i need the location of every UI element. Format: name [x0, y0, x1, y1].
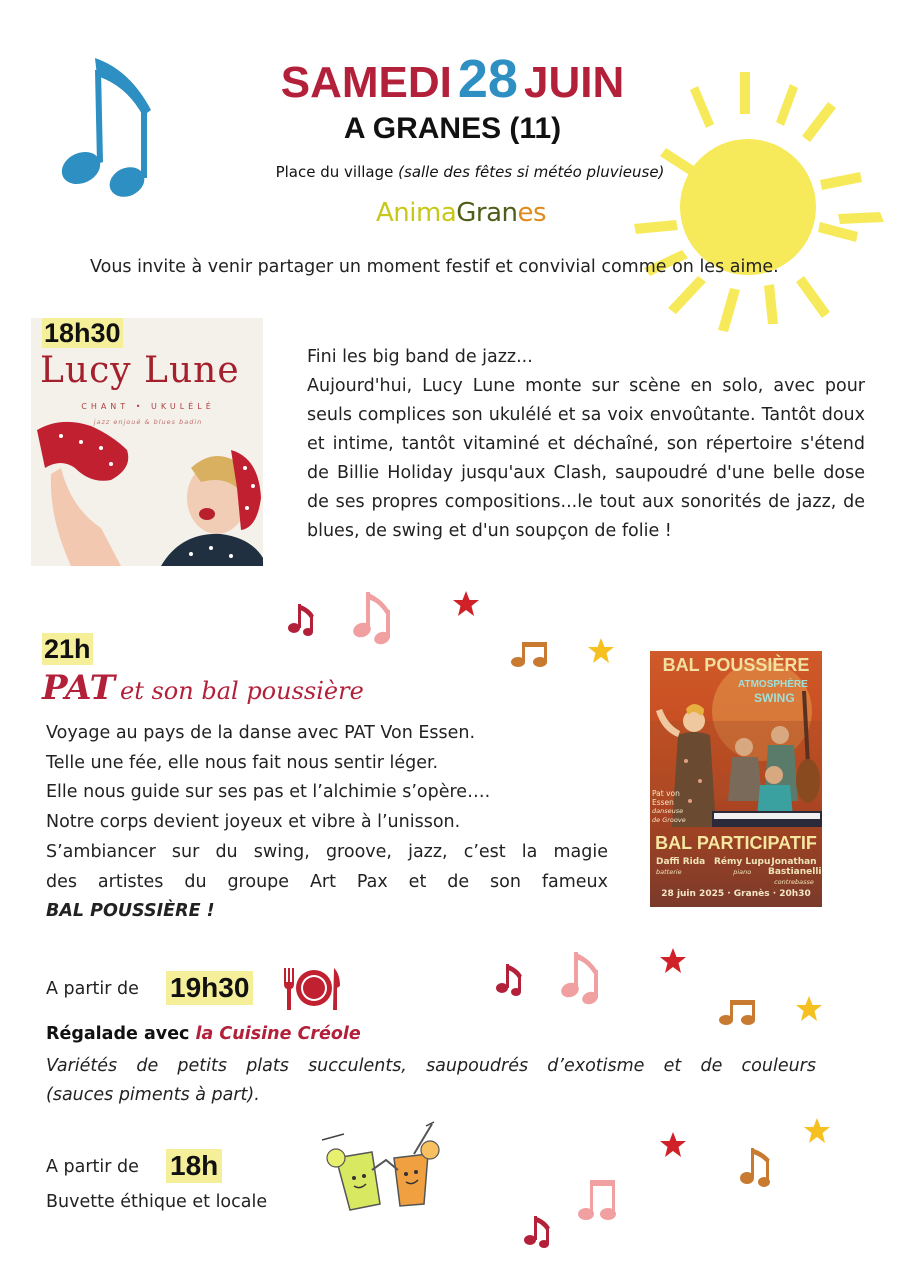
- music-note-icon: [494, 960, 524, 1000]
- pat-title-big: PAT: [42, 668, 115, 708]
- pat-line-1: Voyage au pays de la danse avec PAT Von Essen.: [46, 723, 476, 743]
- plate-cutlery-icon: [282, 964, 342, 1012]
- place-note: (salle des fêtes si météo pluvieuse): [398, 163, 665, 181]
- pat-line-6: des artistes du groupe Art Pax et de son fameux: [46, 871, 608, 892]
- bal-poussiere-poster: [650, 651, 822, 907]
- music-note-icon: [558, 948, 600, 1006]
- poster-artist-2: [714, 857, 770, 877]
- drinks-time: 18h: [166, 1149, 222, 1183]
- music-note-icon: [510, 640, 550, 670]
- food-desc-line-2: (sauces piments à part).: [46, 1085, 260, 1105]
- star-icon: [658, 946, 688, 976]
- drinks-description: Buvette éthique et locale: [46, 1192, 268, 1212]
- drinks-prefix: A partir de: [46, 1157, 139, 1177]
- music-note-icon: [522, 1212, 552, 1252]
- food-title-prefix: Régalade avec: [46, 1024, 196, 1044]
- poster-von-name: Pat von Essen: [652, 789, 680, 807]
- logo-part3: es: [517, 198, 547, 228]
- poster-artist-1-name: Daffi Rida: [656, 857, 706, 867]
- pat-final-bold: BAL POUSSIÈRE !: [46, 901, 215, 922]
- food-time: 19h30: [166, 971, 253, 1005]
- poster-title: BAL POUSSIÈRE: [662, 655, 810, 675]
- poster-artist-3-name: Jonathan Bastianelli: [768, 857, 822, 877]
- music-note-icon: [576, 1176, 618, 1226]
- food-title-highlight: la Cuisine Créole: [195, 1024, 361, 1044]
- place-name: Place du village: [275, 163, 394, 181]
- music-note-icon: [286, 600, 316, 640]
- lucy-line-2: Aujourd'hui, Lucy Lune monte sur scène en solo, avec pour seuls complices son ukulélé et sa voix envoûtante. Tantôt doux et intime, tantôt vitaminé et déchaîné, son répertoire s'étend de Billie Holiday jusqu'aux Clash, saupoudré d'une belle dose de ses propres compositions...le tout aux sonorités de jazz, de blues, de swing et d'un soupçon de folie !: [307, 376, 865, 541]
- title-month: JUIN: [523, 58, 625, 107]
- poster-sub1: ATMOSPHÈRE: [738, 679, 808, 690]
- poster-bal: BAL PARTICIPATIF: [655, 833, 817, 853]
- pat-line-3: Elle nous guide sur ses pas et l’alchimie s’opère….: [46, 782, 491, 803]
- lucy-card-tagline: jazz enjoué & blues badin: [93, 418, 203, 426]
- pat-line-4: Notre corps devient joyeux et vibre à l’unisson.: [46, 812, 461, 833]
- poster-artist-3-role: contrebasse: [774, 878, 814, 886]
- drinks-glasses-icon: [314, 1120, 446, 1212]
- star-icon: [451, 589, 481, 619]
- poster-sub2: SWING: [754, 691, 795, 705]
- poster-von-role: danseuse de Groove: [652, 807, 686, 824]
- place-info: [0, 163, 905, 181]
- music-note-icon: [718, 998, 758, 1028]
- pat-time: 21h: [44, 634, 91, 664]
- pat-line-5: S’ambiancer sur du swing, groove, jazz, c’est la magie: [46, 841, 608, 862]
- star-icon: [658, 1130, 688, 1160]
- music-note-icon: [738, 1144, 772, 1188]
- star-icon: [802, 1116, 832, 1146]
- food-desc-line-1: Variétés de petits plats succulents, saupoudrés d’exotisme et de couleurs: [46, 1056, 816, 1076]
- animagranes-logo: [376, 198, 546, 228]
- pat-description: [46, 719, 608, 927]
- title-date: 28: [457, 49, 518, 109]
- poster-artist-1-role: batterie: [656, 868, 682, 876]
- poster-artist-1: [656, 857, 705, 877]
- star-icon: [586, 636, 616, 666]
- food-title: [46, 1024, 361, 1044]
- pat-title: [42, 668, 364, 708]
- location-title: A GRANES (11): [343, 112, 562, 145]
- lucy-time: 18h30: [44, 318, 121, 348]
- title-day: SAMEDI: [280, 58, 452, 107]
- lucy-line-1: Fini les big band de jazz...: [307, 347, 533, 367]
- pat-line-2: Telle une fée, elle nous fait nous sentir léger.: [46, 752, 439, 773]
- food-prefix: A partir de: [46, 979, 139, 999]
- lucy-card-subtitle: CHANT • UKULÉLÉ: [81, 402, 215, 411]
- pat-title-small: et son bal poussière: [120, 677, 364, 705]
- poster-artist-3: [768, 857, 820, 887]
- logo-part2: Gran: [456, 198, 518, 228]
- poster-von: [652, 789, 690, 825]
- star-icon: [794, 994, 824, 1024]
- food-description: [46, 1052, 816, 1110]
- lucy-card-name: Lucy Lune: [40, 350, 240, 391]
- poster-artist-2-name: Rémy Lupu: [714, 857, 771, 867]
- lucy-description: [307, 343, 865, 546]
- invite-text: Vous invite à venir partager un moment festif et convivial comme on les aime.: [90, 257, 779, 277]
- poster-artist-2-role: piano: [733, 868, 752, 876]
- page-title: [0, 48, 905, 110]
- music-note-icon: [350, 588, 392, 646]
- logo-part1: Anima: [376, 198, 457, 228]
- poster-date: 28 juin 2025 · Granès · 20h30: [661, 889, 811, 899]
